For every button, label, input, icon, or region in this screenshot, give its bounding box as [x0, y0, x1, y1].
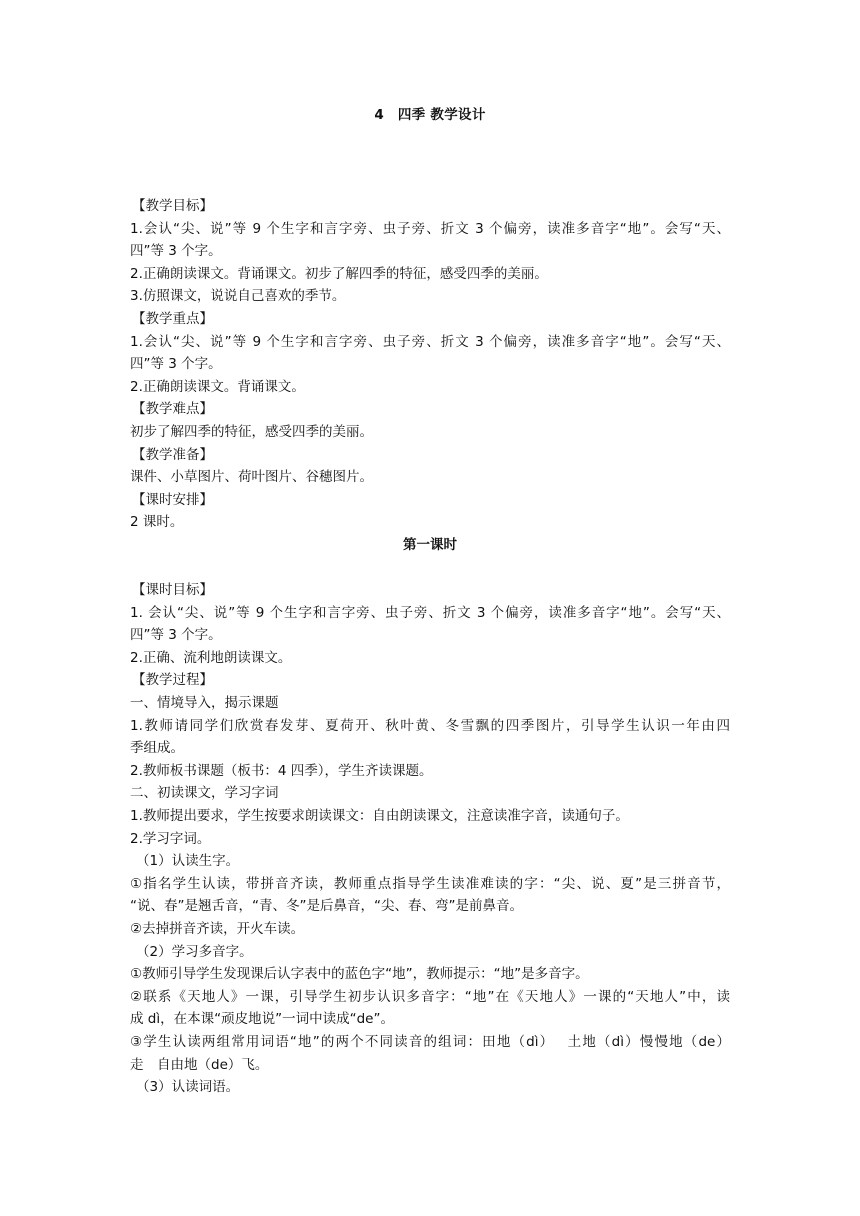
paragraph-line: 3.仿照课文，说说自己喜欢的季节。 [130, 288, 346, 305]
paragraph-line: 初步了解四季的特征，感受四季的美丽。 [130, 423, 373, 440]
paragraph-line: ③学生认读两组常用词语“地”的两个不同读音的组词：田地（dì） 土地（dì）慢慢地（de） [130, 1033, 730, 1050]
paragraph-line: 四”等 3 个字。 [130, 243, 222, 260]
paragraph-line: 成 dì，在本课“顽皮地说”一词中读成“de”。 [130, 1011, 394, 1028]
paragraph-line: “说、春”是翘舌音，“青、冬”是后鼻音，“尖、春、弯”是前鼻音。 [130, 898, 523, 915]
paragraph-line: 1.会认“尖、说”等 9 个生字和言字旁、虫子旁、折文 3 个偏旁，读准多音字“地”。会写“天、 [130, 220, 730, 237]
section-heading-objectives: 【教学目标】 [132, 198, 213, 214]
paragraph-line: ②去掉拼音齐读，开火车读。 [130, 921, 305, 937]
document-title: 4 四季 教学设计 [374, 107, 486, 123]
paragraph-line: 季组成。 [130, 740, 184, 757]
paragraph-line: ②联系《天地人》一课，引导学生初步认识多音字：“地”在《天地人》一课的“天地人”中，读 [130, 988, 730, 1005]
paragraph-line: （3）认读词语。 [136, 1079, 240, 1096]
paragraph-line: 1.教师提出要求，学生按要求朗读课文：自由朗读课文，注意读准字音，读通句子。 [130, 808, 629, 825]
paragraph-line: 2.学习字词。 [130, 830, 211, 847]
document-body [130, 195, 730, 1099]
paragraph-line: 2.正确、流利地朗读课文。 [130, 649, 292, 666]
paragraph-line: 1.教师请同学们欣赏春发芽、夏荷开、秋叶黄、冬雪飘的四季图片，引导学生认识一年由四 [130, 717, 730, 734]
section-heading-preparation: 【教学准备】 [132, 446, 213, 463]
paragraph-line: 四”等 3 个字。 [130, 627, 222, 644]
section-heading-lesson-objectives: 【课时目标】 [132, 582, 213, 599]
paragraph-line: 课件、小草图片、荷叶图片、谷穗图片。 [130, 469, 373, 486]
paragraph-line: ①教师引导学生发现课后认字表中的蓝色字“地”，教师提示：“地”是多音字。 [130, 966, 589, 983]
paragraph-line: 2 课时。 [130, 514, 184, 531]
section-heading-difficulties: 【教学难点】 [132, 401, 213, 418]
paragraph-line: 1.会认“尖、说”等 9 个生字和言字旁、虫子旁、折文 3 个偏旁，读准多音字“地”。会写“天、 [130, 333, 730, 350]
paragraph-line: （2）学习多音字。 [136, 943, 253, 960]
paragraph-line: 1. 会认“尖、说”等 9 个生字和言字旁、虫子旁、折文 3 个偏旁，读准多音字“地”。会写“天、 [130, 604, 730, 621]
section-heading-schedule: 【课时安排】 [132, 491, 213, 508]
paragraph-line: 2.教师板书课题（板书：4 四季），学生齐读课题。 [130, 762, 433, 779]
paragraph-line: 一、情境导入，揭示课题 [130, 695, 279, 712]
paragraph-line: 二、初读课文，学习字词 [130, 785, 279, 802]
blank-line [130, 557, 730, 580]
section-heading-key-points: 【教学重点】 [132, 310, 213, 327]
paragraph-line: 走 自由地（de）飞。 [130, 1056, 269, 1073]
paragraph-line: 2.正确朗读课文。背诵课文。初步了解四季的特征，感受四季的美丽。 [130, 265, 548, 282]
section-heading-process: 【教学过程】 [132, 672, 213, 689]
paragraph-line: ①指名学生认读，带拼音齐读，教师重点指导学生读准难读的字：“尖、说、夏”是三拼音节， [130, 875, 730, 892]
paragraph-line: 2.正确朗读课文。背诵课文。 [130, 378, 305, 395]
paragraph-line: （1）认读生字。 [136, 853, 240, 870]
lesson-heading: 第一课时 [403, 536, 457, 553]
paragraph-line: 四”等 3 个字。 [130, 356, 222, 373]
